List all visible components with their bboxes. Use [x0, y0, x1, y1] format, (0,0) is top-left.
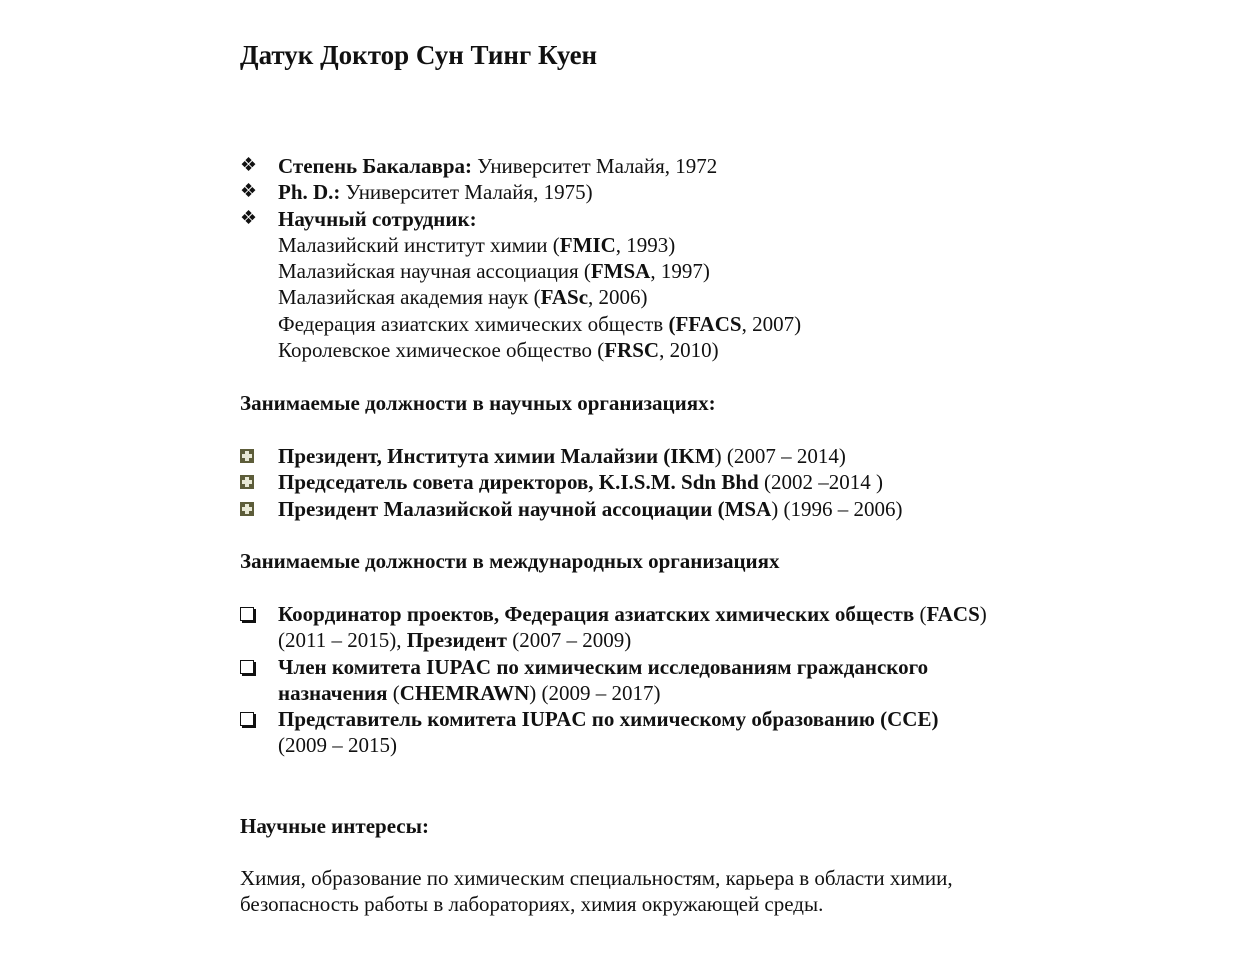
- list-item: [240, 496, 1200, 522]
- list-item: [240, 284, 1200, 310]
- text-segment: (: [914, 602, 927, 626]
- text-segment: FASc: [540, 285, 589, 310]
- cross-square-bullet-icon: [240, 443, 270, 469]
- text-segment: Президент: [406, 628, 507, 653]
- text-segment: (FFACS: [668, 311, 742, 336]
- text-segment: Федерация азиатских химических обществ: [278, 311, 669, 336]
- text-segment: CHEMRAWN: [399, 680, 530, 705]
- text-segment: ): [979, 602, 987, 626]
- text-segment: MSA: [724, 496, 772, 521]
- text-segment: Малазийский институт химии (: [278, 232, 560, 257]
- text-segment: ) (2007 – 2014): [714, 444, 846, 468]
- text-segment: (: [387, 680, 400, 705]
- text-segment: Председатель совета директоров, K.I.S.M. Sdn Bhd: [278, 470, 759, 495]
- list-item: [240, 206, 1200, 232]
- education-list: [240, 153, 1200, 363]
- text-segment: , 1997): [650, 259, 710, 284]
- text-segment: FMSA: [590, 259, 651, 284]
- text-segment: ) (2009 – 2017): [529, 680, 661, 705]
- text-segment: Научный сотрудник:: [278, 206, 477, 231]
- list-item: [240, 258, 1200, 284]
- list-item: [240, 732, 1200, 758]
- text-segment: IKM: [670, 444, 715, 468]
- national-heading: Занимаемые должности в научных организациях:: [240, 391, 716, 415]
- text-segment: назначения: [278, 680, 388, 705]
- text-segment: FRSC: [604, 338, 660, 363]
- interests-text: Химия, образование по химическим специальностям, карьера в области химии, безопасность работы в лабораториях, химия окружающей среды.: [240, 866, 953, 917]
- text-segment: Президент, Института химии Малайзии (: [278, 444, 671, 468]
- page-title: Датук Доктор Сун Тинг Куен: [240, 40, 598, 70]
- text-segment: Член комитета IUPAC по химическим исследованиям гражданского: [278, 654, 929, 679]
- list-item: [240, 232, 1200, 258]
- diamond-bullet-icon: ❖: [240, 181, 258, 203]
- text-segment: Степень Бакалавра:: [278, 154, 473, 178]
- text-segment: , 2010): [659, 338, 719, 363]
- list-item: [240, 601, 1200, 627]
- diamond-bullet-icon: ❖: [240, 207, 258, 229]
- cross-square-bullet-icon: [240, 496, 270, 522]
- text-segment: Университет Малайя, 1972: [472, 154, 718, 178]
- text-segment: ) (1996 – 2006): [771, 496, 903, 521]
- text-segment: Малазийская научная ассоциация (: [278, 259, 591, 284]
- text-segment: Представитель комитета IUPAC по химическому образованию (CCE): [278, 707, 939, 732]
- list-item: [240, 311, 1200, 337]
- checkbox-bullet-icon: [240, 601, 270, 627]
- list-item: [240, 337, 1200, 363]
- interests-heading: Научные интересы:: [240, 814, 429, 838]
- national-positions-list: [240, 443, 1200, 522]
- diamond-bullet-icon: ❖: [240, 155, 258, 176]
- list-item: [240, 706, 1200, 732]
- international-positions-list: [240, 601, 1200, 759]
- text-segment: Университет Малайя, 1975): [340, 180, 593, 205]
- list-item: [240, 153, 1200, 179]
- list-item: [240, 179, 1200, 205]
- text-segment: , 1993): [615, 232, 676, 257]
- checkbox-bullet-icon: [240, 706, 270, 732]
- text-segment: , 2007): [741, 311, 802, 336]
- text-segment: Президент Малазийской научной ассоциации (: [278, 496, 725, 521]
- text-segment: FMIC: [559, 232, 616, 257]
- text-segment: FACS: [926, 602, 980, 626]
- list-item: [240, 680, 1200, 706]
- cross-square-bullet-icon: [240, 469, 270, 495]
- text-segment: Малазийская академия наук (: [278, 285, 541, 310]
- text-segment: (2007 – 2009): [506, 628, 632, 653]
- text-segment: Ph. D.:: [278, 180, 341, 205]
- international-heading: Занимаемые должности в международных организациях: [240, 549, 780, 573]
- text-segment: Королевское химическое общество (: [278, 338, 605, 363]
- text-segment: (2002 –2014 ): [758, 470, 883, 495]
- checkbox-bullet-icon: [240, 654, 270, 680]
- text-segment: , 2006): [588, 285, 648, 310]
- list-item: [240, 443, 1200, 469]
- list-item: [240, 469, 1200, 495]
- text-segment: Координатор проектов, Федерация азиатских химических обществ: [278, 602, 915, 626]
- text-segment: (2009 – 2015): [278, 733, 397, 758]
- text-segment: (2011 – 2015),: [278, 628, 407, 653]
- list-item: [240, 627, 1200, 653]
- list-item: [240, 654, 1200, 680]
